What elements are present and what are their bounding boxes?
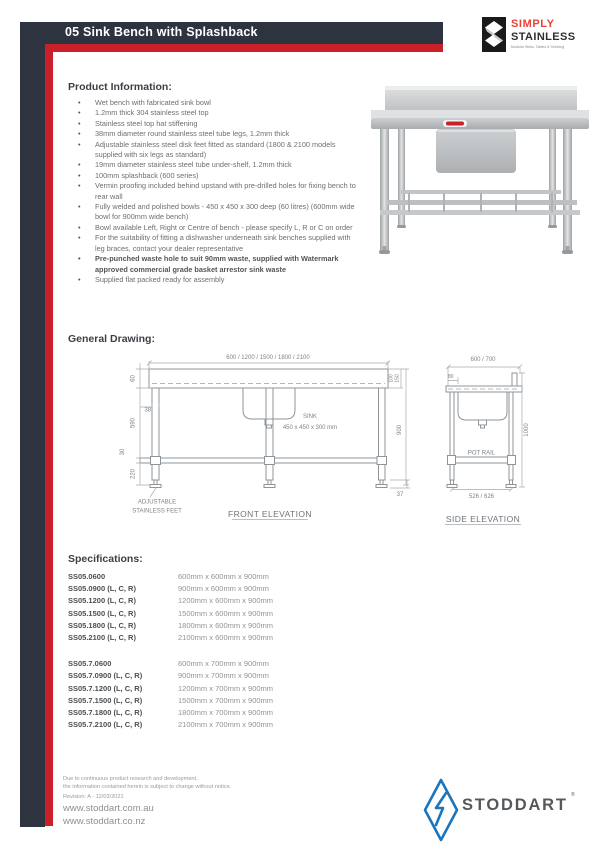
specifications-section [68,553,388,731]
spec-model: SS05.0900 (L, C, R) [68,584,136,594]
front-dim-top: 60 [130,375,137,382]
front-dim-bottom: 220 [130,468,137,480]
spec-size: 1800mm x 700mm x 900mm [178,708,274,718]
spec-size: 1200mm x 600mm x 900mm [178,596,274,606]
product-bullet: • Supplied flat packed ready for assembly [68,275,357,285]
footer-disclaimer-line1: Due to continuous product research and development, [63,776,198,782]
spec-row [68,683,388,695]
stoddart-wordmark: STODDART [462,796,568,814]
front-elevation-title: FRONT ELEVATION [228,509,312,519]
front-dim-height: 900 [397,424,403,436]
spec-model: SS05.7.1500 (L, C, R) [68,695,143,705]
front-dim-foot: 37 [396,492,404,498]
spec-model: SS05.1200 (L, C, R) [68,596,136,606]
spec-row [68,583,388,595]
spec-row [68,595,388,607]
brand-tagline: Modular Sinks, Tables & Shelving [511,45,565,49]
product-info-section [68,81,368,285]
front-dim-shelf: 30 [120,448,126,456]
stoddart-diamond-icon [423,778,459,842]
footer-url-nz[interactable]: www.stoddart.co.nz [63,816,146,827]
product-bullet: • Vermin proofing included behind upstand with pre-drilled holes for fixing bench to rear wall [68,181,357,202]
spec-row [68,670,388,682]
product-bullet: • 19mm diameter stainless steel tube under-shelf, 1.2mm thick [68,160,357,170]
front-dim-mid: 590 [130,417,137,429]
side-elevation-drawing [445,357,530,525]
registered-mark: ® [571,792,575,798]
general-drawing [60,350,600,535]
spec-group-700 [68,658,388,731]
product-bullet: • 100mm splashback (600 series) [68,171,357,181]
spec-size: 1500mm x 700mm x 900mm [178,695,274,705]
product-info-heading: Product Information: [68,81,172,93]
spec-group-600 [68,571,388,644]
left-navy-band [20,22,45,827]
title-red-bar [45,44,443,53]
spec-row [68,707,388,719]
photo-sink-bowl [436,129,516,173]
photo-splashback [385,90,577,110]
spec-size: 600mm x 600mm x 900mm [178,572,269,581]
title-bar [20,22,443,44]
specifications-heading: Specifications: [68,553,143,565]
product-bullet: • Stainless steel top hat stiffening [68,119,357,129]
side-dim-base: 526 / 626 [468,494,495,500]
sink-size-label: 450 x 450 x 300 mm [282,425,338,431]
spec-size: 900mm x 700mm x 900mm [178,671,269,681]
front-dim-splash-600: 100 [388,374,395,383]
spec-row [68,695,388,707]
pot-rail-label: POT RAIL [467,450,496,457]
brand-name-bottom: STAINLESS [511,31,576,43]
front-elevation-drawing [120,355,410,520]
photo-bench-top [371,118,589,129]
spec-model: SS05.7.1800 (L, C, R) [68,708,143,718]
product-photo [363,62,598,278]
spec-model: SS05.7.2100 (L, C, R) [68,720,143,730]
spec-size: 1800mm x 600mm x 900mm [178,620,274,630]
side-elevation-title: SIDE ELEVATION [445,514,521,524]
spec-size: 1200mm x 700mm x 900mm [178,683,274,693]
product-bullet: • 38mm diameter round stainless steel tube legs, 1.2mm thick [68,129,357,139]
simply-stainless-mark-icon [482,17,506,52]
spec-size: 1500mm x 600mm x 900mm [178,608,274,618]
product-bullet: • For the suitability of fitting a dishwasher underneath sink benches supplied with leg braces, contact your dealer representative [68,233,357,254]
spec-row [68,719,388,731]
spec-row [68,571,388,583]
side-dim-height: 1000 [524,423,530,437]
spec-row [68,658,388,670]
spec-model: SS05.7.0600 [68,659,112,669]
spec-size: 600mm x 700mm x 900mm [178,659,269,669]
spec-size: 2100mm x 700mm x 900mm [178,720,274,730]
spec-size: 900mm x 600mm x 900mm [178,584,269,594]
feet-label-line1: ADJUSTABLE [137,499,177,506]
feet-label-line2: STAINLESS FEET [132,508,182,515]
spec-model: SS05.7.1200 (L, C, R) [68,683,143,693]
product-bullet: • Bowl available Left, Right or Centre of bench - please specify L, R or C on order [68,223,357,233]
side-dim-offset: 80 [448,374,454,380]
front-dim-splash-700: 150 [394,374,401,383]
product-bullet: • Fully welded and polished bowls - 450 x 450 x 300 deep (60 litres) (600mm wide bowl for 900mm wide bench) [68,202,357,223]
spec-model: SS05.0600 [68,572,106,581]
spec-size: 2100mm x 600mm x 900mm [178,633,274,643]
product-bullet: • Pre-punched waste hole to suit 90mm waste, supplied with Watermark approved commercial grade basket arrestor sink waste [68,254,357,275]
photo-leg [563,129,572,250]
footer-disclaimer-line2: the information contained herein is subject to change without notice. [63,784,232,790]
spec-row [68,620,388,632]
product-bullet: • 1.2mm thick 304 stainless steel top [68,108,357,118]
footer-url-au[interactable]: www.stoddart.com.au [63,803,154,814]
page-title: 05 Sink Bench with Splashback [65,25,258,39]
sink-label: SINK [302,414,318,420]
left-red-stripe [45,44,53,826]
product-bullet: • Wet bench with fabricated sink bowl [68,98,357,108]
brand-name-top: SIMPLY [511,18,555,30]
spec-model: SS05.2100 (L, C, R) [68,633,136,643]
stoddart-logo [423,778,593,844]
spec-model: SS05.7.0900 (L, C, R) [68,671,143,681]
general-drawing-heading: General Drawing: [68,333,155,345]
spec-row [68,632,388,644]
spec-row [68,608,388,620]
photo-leg [380,129,389,250]
spec-model: SS05.1500 (L, C, R) [68,608,136,618]
front-width-dim: 600 / 1200 / 1500 / 1800 / 2100 [226,355,310,361]
footer-revision: Revision: A - 12/03/2021 [63,794,124,800]
side-width-dim: 600 / 700 [470,357,496,363]
front-dim-leg: 38 [144,407,151,414]
product-bullet: • Adjustable stainless steel disk feet fitted as standard (1800 & 2100 models supplied with six legs as standard) [68,140,357,161]
spec-model: SS05.1800 (L, C, R) [68,620,136,630]
product-bullet-list [68,98,358,285]
